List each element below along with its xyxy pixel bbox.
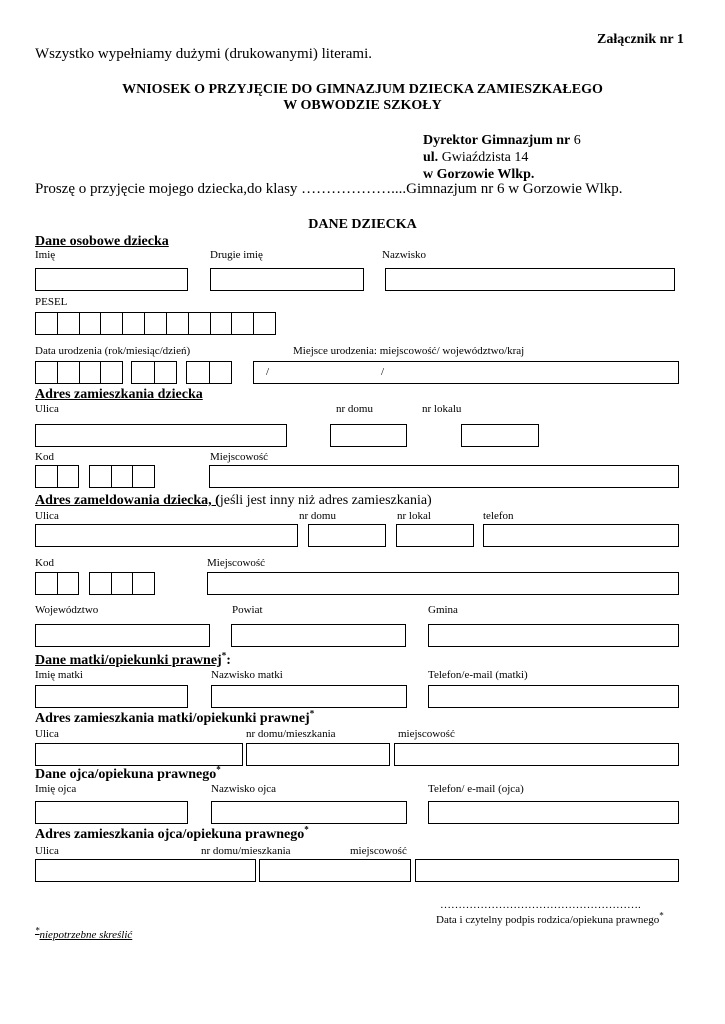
pesel-label: PESEL xyxy=(35,296,68,308)
birth-place-label: Miejsce urodzenia: miejscowość/ województwo/kraj xyxy=(293,345,525,357)
mother-address-heading: Adres zamieszkania matki/opiekunki prawnej* xyxy=(35,708,315,726)
mother-first-name-label: Imię matki xyxy=(35,669,83,681)
birth-place-slash-2: / xyxy=(381,366,385,378)
registration-postcode-a-field[interactable] xyxy=(35,572,79,595)
county-field[interactable] xyxy=(231,624,406,647)
registration-phone-field[interactable] xyxy=(483,524,679,547)
father-city-field[interactable] xyxy=(415,859,679,882)
county-label: Powiat xyxy=(232,604,263,616)
birth-day-field[interactable] xyxy=(186,361,232,384)
registration-house-field[interactable] xyxy=(308,524,386,547)
voivodeship-field[interactable] xyxy=(35,624,210,647)
registration-heading: Adres zameldowania dziecka, (jeśli jest inny niż adres zamieszkania) xyxy=(35,493,432,508)
father-heading: Dane ojca/opiekuna prawnego* xyxy=(35,764,221,782)
residence-postcode-a-field[interactable] xyxy=(35,465,79,488)
mother-contact-label: Telefon/e-mail (matki) xyxy=(428,669,528,681)
registration-street-field[interactable] xyxy=(35,524,298,547)
mother-city-field[interactable] xyxy=(394,743,679,766)
addressee-line3: w Gorzowie Wlkp. xyxy=(423,167,535,182)
residence-flat-label: nr lokalu xyxy=(422,403,462,415)
form-title-line1: WNIOSEK O PRZYJĘCIE DO GIMNAZJUM DZIECKA ZAMIESZKAŁEGO xyxy=(122,82,603,97)
father-contact-label: Telefon/ e-mail (ojca) xyxy=(428,783,524,795)
signature-label: Data i czytelny podpis rodzica/opiekuna prawnego* xyxy=(436,910,664,926)
mother-surname-label: Nazwisko matki xyxy=(211,669,283,681)
addressee-line1: Dyrektor Gimnazjum nr 6 xyxy=(423,133,581,148)
birth-place-field[interactable] xyxy=(253,361,679,384)
signature-line: ………………………………………………. xyxy=(440,899,641,911)
birth-date-label: Data urodzenia (rok/miesiąc/dzień) xyxy=(35,345,191,357)
residence-flat-field[interactable] xyxy=(461,424,539,447)
residence-heading: Adres zamieszkania dziecka xyxy=(35,387,203,402)
registration-phone-label: telefon xyxy=(483,510,514,522)
surname-label: Nazwisko xyxy=(382,249,426,261)
father-contact-field[interactable] xyxy=(428,801,679,824)
commune-field[interactable] xyxy=(428,624,679,647)
residence-house-label: nr domu xyxy=(336,403,373,415)
residence-postcode-b-field[interactable] xyxy=(89,465,155,488)
residence-postcode-label: Kod xyxy=(35,451,54,463)
footnote: *niepotrzebne skreślić xyxy=(35,925,133,941)
form-title-line2: W OBWODZIE SZKOŁY xyxy=(283,98,442,113)
mother-street-label: Ulica xyxy=(35,728,59,740)
instruction-text: Wszystko wypełniamy dużymi (drukowanymi) literami. xyxy=(35,46,373,62)
residence-street-label: Ulica xyxy=(35,403,59,415)
mother-city-label: miejscowość xyxy=(398,728,455,740)
mother-street-field[interactable] xyxy=(35,743,243,766)
addressee-line2: ul. Gwiaździsta 14 xyxy=(423,150,529,165)
birth-year-field[interactable] xyxy=(35,361,123,384)
mother-house-field[interactable] xyxy=(246,743,390,766)
mother-first-name-field[interactable] xyxy=(35,685,188,708)
second-name-field[interactable] xyxy=(210,268,364,291)
personal-heading: Dane osobowe dziecka xyxy=(35,234,169,249)
father-address-heading: Adres zamieszkania ojca/opiekuna prawnego* xyxy=(35,824,309,842)
registration-postcode-b-field[interactable] xyxy=(89,572,155,595)
registration-flat-field[interactable] xyxy=(396,524,474,547)
registration-postcode-label: Kod xyxy=(35,557,54,569)
voivodeship-label: Województwo xyxy=(35,604,99,616)
pesel-field[interactable] xyxy=(35,312,276,335)
commune-label: Gmina xyxy=(428,604,458,616)
section-title: DANE DZIECKA xyxy=(308,217,417,232)
attachment-label: Załącznik nr 1 xyxy=(597,32,684,47)
registration-house-label: nr domu xyxy=(299,510,336,522)
father-surname-label: Nazwisko ojca xyxy=(211,783,277,795)
registration-flat-label: nr lokal xyxy=(397,510,431,522)
father-house-field[interactable] xyxy=(259,859,411,882)
request-text: Proszę o przyjęcie mojego dziecka,do klasy ………………....Gimnazjum nr 6 w Gorzowie Wlkp. xyxy=(35,181,623,197)
residence-street-field[interactable] xyxy=(35,424,287,447)
residence-city-field[interactable] xyxy=(209,465,679,488)
father-first-name-field[interactable] xyxy=(35,801,188,824)
second-name-label: Drugie imię xyxy=(210,249,263,261)
mother-heading: Dane matki/opiekunki prawnej*: xyxy=(35,650,231,668)
father-house-label: nr domu/mieszkania xyxy=(201,845,291,857)
father-street-field[interactable] xyxy=(35,859,256,882)
father-city-label: miejscowość xyxy=(350,845,407,857)
mother-contact-field[interactable] xyxy=(428,685,679,708)
father-street-label: Ulica xyxy=(35,845,59,857)
registration-city-label: Miejscowość xyxy=(207,557,266,569)
first-name-field[interactable] xyxy=(35,268,188,291)
mother-house-label: nr domu/mieszkania xyxy=(246,728,336,740)
birth-place-slash-1: / xyxy=(266,366,270,378)
registration-city-field[interactable] xyxy=(207,572,679,595)
mother-surname-field[interactable] xyxy=(211,685,407,708)
registration-street-label: Ulica xyxy=(35,510,59,522)
birth-month-field[interactable] xyxy=(131,361,177,384)
surname-field[interactable] xyxy=(385,268,675,291)
residence-city-label: Miejscowość xyxy=(210,451,269,463)
father-first-name-label: Imię ojca xyxy=(35,783,77,795)
first-name-label: Imię xyxy=(35,249,56,261)
father-surname-field[interactable] xyxy=(211,801,407,824)
residence-house-field[interactable] xyxy=(330,424,407,447)
